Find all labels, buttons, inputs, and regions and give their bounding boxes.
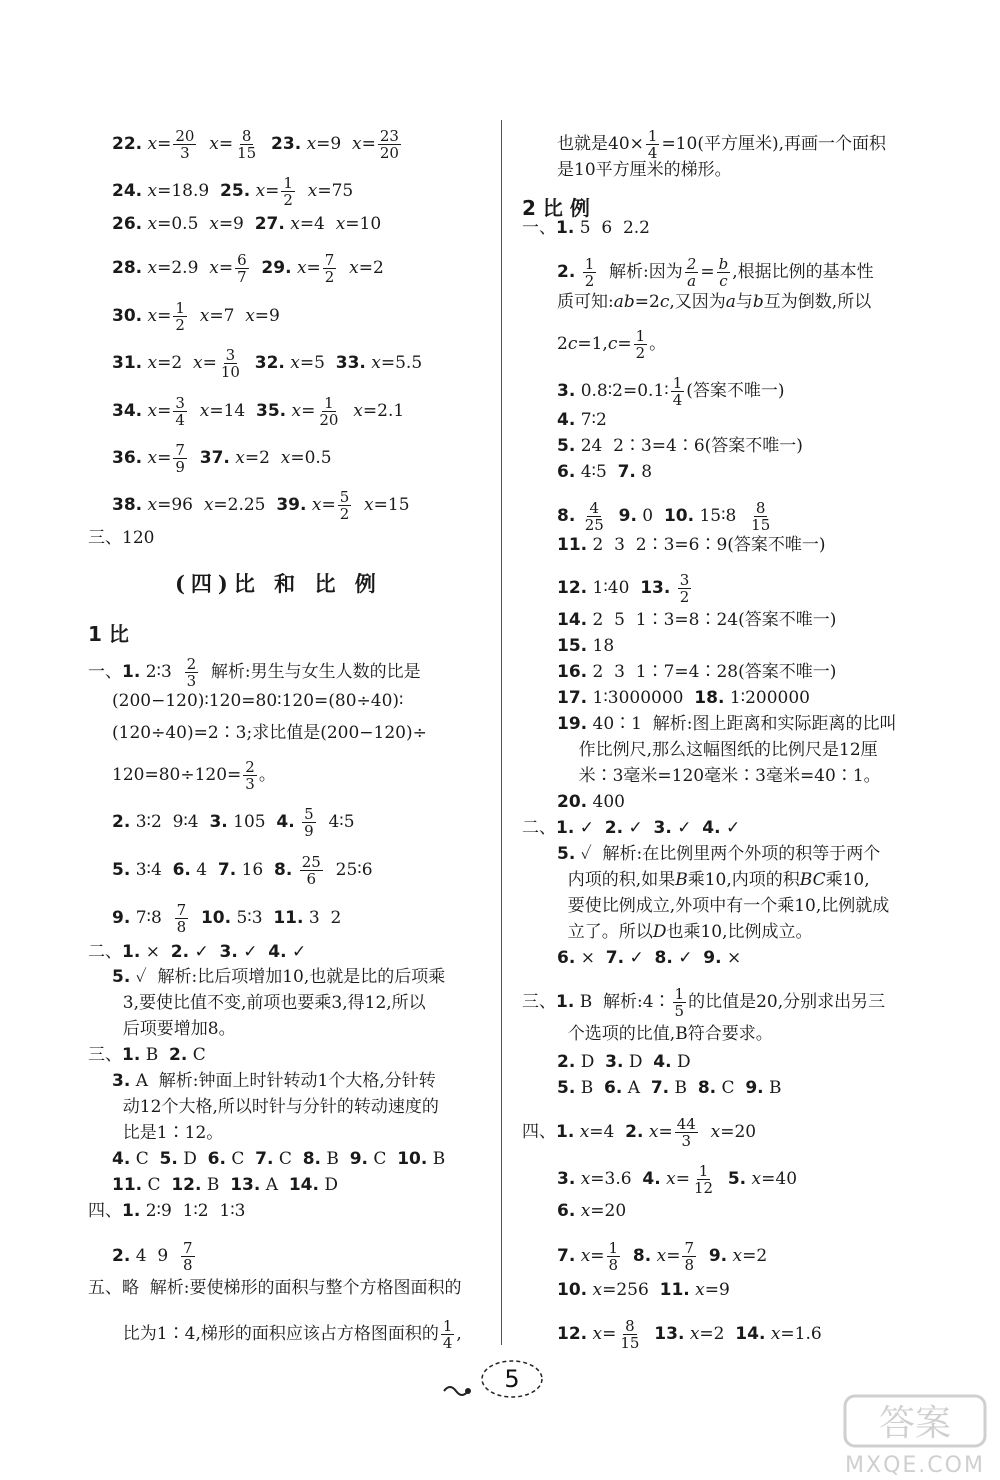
left-answer-line: 二、1. × 2. ✓ 3. ✓ 4. ✓ — [88, 942, 307, 962]
fraction: $\frac{5}{9}$ — [304, 805, 314, 840]
fraction: $\frac{1}{4}$ — [647, 127, 658, 162]
fraction: $\frac{8}{15}$ — [620, 1317, 640, 1352]
right-answer-line: 5. ✓ 解析:在比例里两个外项的积等于两个 — [557, 844, 881, 864]
right-answer-line: 3. x=3.6 4. x= $\frac{1}{12}$ 5. x=40 — [557, 1162, 798, 1197]
fraction: $\frac{2}{3}$ — [186, 655, 197, 690]
fraction: $\frac{1}{4}$ — [442, 1317, 453, 1352]
left-answer-line: 22. x= $\frac{20}{3}$ x= $\frac{8}{15}$ 23. x=9 x= $\frac{23}{20}$ — [112, 127, 399, 162]
fraction: $\frac{4}{25}$ — [584, 499, 604, 534]
right-answer-line: 内项的积,如果B乘10,内项的积BC乘10, — [557, 870, 870, 890]
right-answer-line: 米∶3毫米=120毫米∶3毫米=40∶1。 — [557, 766, 881, 786]
left-answer-line: 3,要使比值不变,前项也要乘3,得12,所以 — [112, 993, 426, 1013]
fraction: $\frac{3}{4}$ — [175, 394, 185, 429]
left-answer-line: 5. ✓ 解析:比后项增加10,也就是比的后项乘 — [112, 967, 446, 987]
fraction: $\frac{20}{3}$ — [175, 127, 195, 162]
left-answer-line: 比是1∶12。 — [112, 1123, 224, 1143]
right-answer-line: 四、1. x=4 2. x= $\frac{44}{3}$ x=20 — [522, 1115, 757, 1150]
left-answer-line: 9. 7∶8 $\frac{7}{8}$ 10. 5∶3 11. 3 2 — [112, 901, 342, 936]
right-answer-line: 17. 1∶3000000 18. 1∶200000 — [557, 688, 810, 708]
left-answer-line: 26. x=0.5 x=9 27. x=4 x=10 — [112, 214, 382, 234]
fraction: $\frac{25}{6}$ — [301, 853, 321, 888]
left-answer-line: (120÷40)=2∶3;求比值是(200−120)÷ — [112, 723, 427, 743]
right-answer-line: 5. B 6. A 7. B 8. C 9. B — [557, 1078, 782, 1098]
left-answer-line: 36. x= $\frac{7}{9}$ 37. x=2 x=0.5 — [112, 441, 332, 476]
fraction: $\frac{1}{2}$ — [635, 327, 646, 362]
right-answer-line: 2. D 3. D 4. D — [557, 1052, 691, 1072]
right-answer-line: 一、1. 5 6 2.2 — [522, 218, 650, 238]
left-answer-line: 后项要增加8。 — [112, 1019, 236, 1039]
right-answer-line: 2. $\frac{1}{2}$ 解析:因为 $\frac{2}{a}$ = $\frac{b}{c}$ ,根据比例的基本性 — [557, 255, 874, 290]
left-answer-line: 30. x= $\frac{1}{2}$ x=7 x=9 — [112, 299, 280, 334]
right-answer-line: 6. 4∶5 7. 8 — [557, 462, 653, 482]
right-answer-line: 三、1. B 解析:4∶ $\frac{1}{5}$ 的比值是20,分别求出另三 — [522, 985, 886, 1020]
left-answer-line: 28. x=2.9 x= $\frac{6}{7}$ 29. x= $\frac{7}{2}$ x=2 — [112, 251, 384, 286]
right-answer-line: 6. × 7. ✓ 8. ✓ 9. × — [557, 948, 742, 968]
fraction: $\frac{1}{5}$ — [674, 985, 685, 1020]
subsection-title-proportion: 2 比 例 — [522, 196, 590, 220]
watermark-logo — [835, 1390, 995, 1480]
left-answer-line: 三、1. B 2. C — [88, 1045, 206, 1065]
right-answer-line: 3. 0.8∶2=0.1∶ $\frac{1}{4}$ (答案不唯一) — [557, 374, 785, 409]
left-answer-line: 38. x=96 x=2.25 39. x= $\frac{5}{2}$ x=15 — [112, 488, 410, 523]
column-divider — [501, 120, 502, 1345]
fraction: $\frac{1}{4}$ — [672, 374, 683, 409]
page-number-badge — [440, 1355, 560, 1405]
left-answer-line: 31. x=2 x= $\frac{3}{10}$ 32. x=5 33. x=5.5 — [112, 346, 423, 381]
right-answer-line: 12. 1∶40 13. $\frac{3}{2}$ — [557, 571, 690, 606]
left-answer-line: 2. 4 9 $\frac{7}{8}$ — [112, 1239, 193, 1274]
left-answer-line: 四、1. 2∶9 1∶2 1∶3 — [88, 1201, 246, 1221]
right-answer-line: 6. x=20 — [557, 1201, 627, 1221]
right-answer-line: 11. 2 3 2∶3=6∶9(答案不唯一) — [557, 535, 826, 555]
right-answer-line: 立了。所以D也乘10,比例成立。 — [557, 922, 813, 942]
right-answer-line: 5. 24 2∶3=4∶6(答案不唯一) — [557, 436, 803, 456]
section-title: (四)比 和 比 例 — [175, 571, 382, 596]
left-answer-line: 三、120 — [88, 528, 155, 548]
left-answer-line: (200−120)∶120=80∶120=(80÷40)∶ — [112, 691, 404, 711]
fraction: $\frac{b}{c}$ — [718, 255, 729, 290]
fraction: $\frac{1}{8}$ — [608, 1239, 619, 1274]
left-answer-line: 120=80÷120= $\frac{2}{3}$ 。 — [112, 758, 276, 793]
right-answer-line: 二、1. ✓ 2. ✓ 3. ✓ 4. ✓ — [522, 818, 741, 838]
fraction: $\frac{1}{2}$ — [175, 299, 185, 334]
fraction: $\frac{1}{2}$ — [584, 255, 595, 290]
left-answer-line: 比为1∶4,梯形的面积应该占方格图面积的 $\frac{1}{4}$ , — [112, 1317, 462, 1352]
right-answer-line: 19. 40∶1 解析:图上距离和实际距离的比叫 — [557, 714, 897, 734]
right-answer-line: 也就是40× $\frac{1}{4}$ =10(平方厘米),再画一个面积 — [557, 127, 886, 162]
fraction: $\frac{7}{8}$ — [684, 1239, 694, 1274]
right-answer-line: 16. 2 3 1∶7=4∶28(答案不唯一) — [557, 662, 837, 682]
fraction: $\frac{1}{20}$ — [319, 394, 339, 429]
fraction: $\frac{7}{9}$ — [175, 441, 185, 476]
fraction: $\frac{3}{2}$ — [679, 571, 690, 606]
right-answer-line: 质可知:ab=2c,又因为a与b互为倒数,所以 — [557, 292, 872, 312]
svg-text:MXQE.COM: MXQE.COM — [845, 1453, 985, 1478]
left-answer-line: 2. 3∶2 9∶4 3. 105 4. $\frac{5}{9}$ 4∶5 — [112, 805, 355, 840]
right-answer-line: 8. $\frac{4}{25}$ 9. 0 10. 15∶8 $\frac{8}{15}$ — [557, 499, 771, 534]
right-answer-line: 个选项的比值,B符合要求。 — [557, 1024, 773, 1044]
right-answer-line: 12. x= $\frac{8}{15}$ 13. x=2 14. x=1.6 — [557, 1317, 822, 1352]
right-answer-line: 15. 18 — [557, 636, 615, 656]
fraction: $\frac{5}{2}$ — [339, 488, 350, 523]
subsection-title-ratio: 1 比 — [88, 622, 129, 646]
fraction: $\frac{3}{10}$ — [220, 346, 240, 381]
fraction: $\frac{6}{7}$ — [237, 251, 247, 286]
fraction: $\frac{1}{2}$ — [283, 174, 293, 209]
left-answer-line: 34. x= $\frac{3}{4}$ x=14 35. x= $\frac{1}{20}$ x=2.1 — [112, 394, 405, 429]
right-answer-line: 要使比例成立,外项中有一个乘10,比例就成 — [557, 896, 890, 916]
page-number: 5 — [504, 1365, 520, 1393]
fraction: $\frac{7}{8}$ — [176, 901, 187, 936]
svg-text:答案: 答案 — [878, 1403, 952, 1444]
fraction: $\frac{2}{3}$ — [245, 758, 255, 793]
fraction: $\frac{2}{a}$ — [686, 255, 697, 290]
right-answer-line: 4. 7∶2 — [557, 410, 607, 430]
fraction: $\frac{23}{20}$ — [379, 127, 399, 162]
fraction: $\frac{8}{15}$ — [751, 499, 771, 534]
left-answer-line: 动12个大格,所以时针与分针的转动速度的 — [112, 1097, 439, 1117]
left-answer-line: 4. C 5. D 6. C 7. C 8. B 9. C 10. B — [112, 1149, 446, 1169]
left-answer-line: 五、略 解析:要使梯形的面积与整个方格图面积的 — [88, 1278, 462, 1298]
fraction: $\frac{8}{15}$ — [237, 127, 257, 162]
right-answer-line: 14. 2 5 1∶3=8∶24(答案不唯一) — [557, 610, 837, 630]
left-answer-line: 5. 3∶4 6. 4 7. 16 8. $\frac{25}{6}$ 25∶6 — [112, 853, 373, 888]
left-answer-line: 一、1. 2∶3 $\frac{2}{3}$ 解析:男生与女生人数的比是 — [88, 655, 421, 690]
right-answer-line: 作比例尺,那么这幅图纸的比例尺是12厘 — [557, 740, 878, 760]
fraction: $\frac{1}{12}$ — [693, 1162, 714, 1197]
fraction: $\frac{7}{2}$ — [324, 251, 335, 286]
right-answer-line: 是10平方厘米的梯形。 — [557, 160, 732, 180]
left-answer-line: 11. C 12. B 13. A 14. D — [112, 1175, 338, 1195]
right-answer-line: 7. x= $\frac{1}{8}$ 8. x= $\frac{7}{8}$ 9. x=2 — [557, 1239, 768, 1274]
left-answer-line: 3. A 解析:钟面上时针转动1个大格,分针转 — [112, 1071, 436, 1091]
fraction: $\frac{44}{3}$ — [676, 1115, 696, 1150]
right-answer-line: 20. 400 — [557, 792, 625, 812]
right-answer-line: 2c=1,c= $\frac{1}{2}$ 。 — [557, 327, 667, 362]
right-answer-line: 10. x=256 11. x=9 — [557, 1280, 730, 1300]
fraction: $\frac{7}{8}$ — [182, 1239, 193, 1274]
left-answer-line: 24. x=18.9 25. x= $\frac{1}{2}$ x=75 — [112, 174, 354, 209]
